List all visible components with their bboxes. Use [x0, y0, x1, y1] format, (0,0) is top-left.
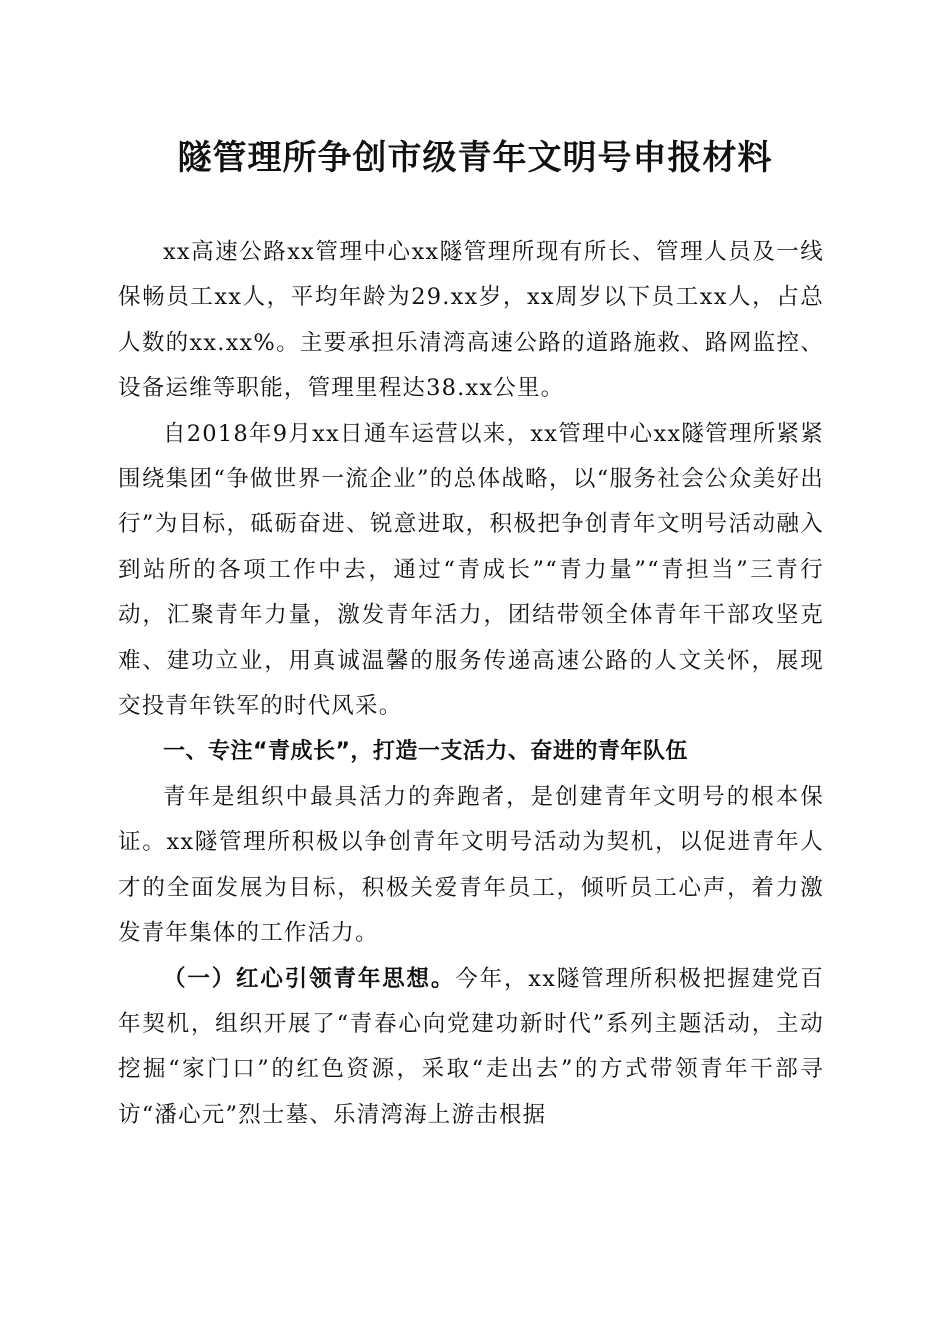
document-title: 隧管理所争创市级青年文明号申报材料: [177, 138, 773, 178]
paragraph-subsection-1: [118, 957, 824, 1139]
paragraph-section-1: 青年是组织中最具活力的奔跑者，是创建青年文明号的根本保证。xx隧管理所积极以争创青年文明号活动为契机，以促进青年人才的全面发展为目标，积极关爱青年员工，倾听员工心声，着力激发青年集体的工作活力。: [118, 783, 824, 947]
paragraph-intro: xx高速公路xx管理中心xx隧管理所现有所长、管理人员及一线保畅员工xx人，平均年龄为29.xx岁，xx周岁以下员工xx人，占总人数的xx.xx%。主要承担乐清湾高速公路的道路施救、路网监控、设备运维等职能，管理里程达38.xx公里。: [118, 239, 824, 402]
document-body: [118, 230, 824, 1138]
paragraph-overview: 自2018年9月xx日通车运营以来，xx管理中心xx隧管理所紧紧围绕集团“争做世界一流企业”的总体战略，以“服务社会公众美好出行”为目标，砥砺奋进、锐意进取，积极把争创青年文明号活动融入到站所的各项工作中去，通过“青成长”“青力量”“青担当”三青行动，汇聚青年力量，激发青年活力，团结带领全体青年干部攻坚克难、建功立业，用真诚温馨的服务传递高速公路的人文关怀，展现交投青年铁军的时代风采。: [118, 420, 824, 720]
subsection-label: （一）红心引领青年思想。: [163, 965, 456, 992]
section-heading-1: 一、专注“青成长”，打造一支活力、奋进的青年队伍: [163, 739, 688, 765]
subsection-text: 今年，xx隧管理所积极把握建党百年契机，组织开展了“青春心向党建功新时代”系列主题活动，主动挖掘“家门口”的红色资源，采取“走出去”的方式带领青年干部寻访“潘心元”烈士墓、乐清湾海上游击根据: [118, 965, 824, 1128]
